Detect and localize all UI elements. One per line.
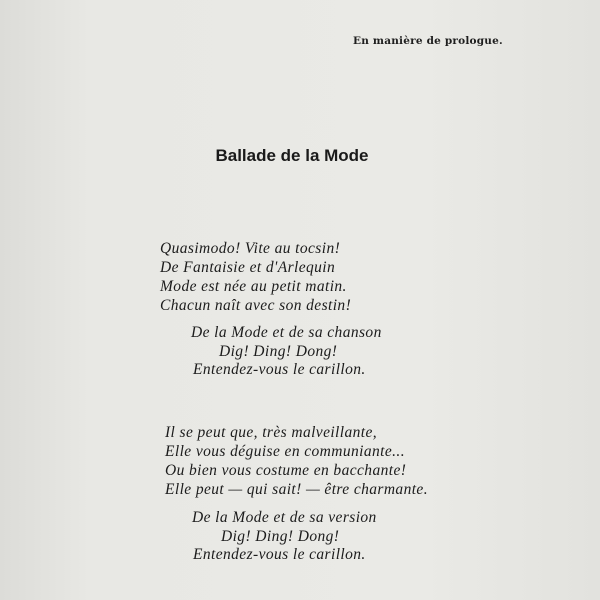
verse-line: Ou bien vous costume en bacchante! bbox=[165, 462, 407, 479]
verse-line: Quasimodo! Vite au tocsin! bbox=[160, 240, 341, 257]
verse-line: Dig! Ding! Dong! bbox=[219, 343, 338, 360]
verse-line: Chacun naît avec son destin! bbox=[160, 297, 352, 314]
verse-line: Elle vous déguise en communiante... bbox=[165, 443, 405, 460]
verse-line: De la Mode et de sa chanson bbox=[191, 324, 382, 341]
verse-line: De Fantaisie et d'Arlequin bbox=[160, 259, 336, 276]
verse-line: Dig! Ding! Dong! bbox=[221, 528, 340, 545]
verse-line: Entendez-vous le carillon. bbox=[193, 546, 366, 563]
verse-line: Elle peut — qui sait! — être charmante. bbox=[165, 481, 428, 498]
verse-line: Mode est née au petit matin. bbox=[160, 278, 347, 295]
poem-title-text: Ballade de la Mode bbox=[215, 146, 369, 165]
verse-line: Il se peut que, très malveillante, bbox=[165, 424, 378, 441]
poem-title bbox=[0, 146, 600, 166]
verse-line: Entendez-vous le carillon. bbox=[193, 361, 366, 378]
verse-line: De la Mode et de sa version bbox=[192, 509, 377, 526]
running-head: En manière de prologue. bbox=[353, 35, 503, 47]
